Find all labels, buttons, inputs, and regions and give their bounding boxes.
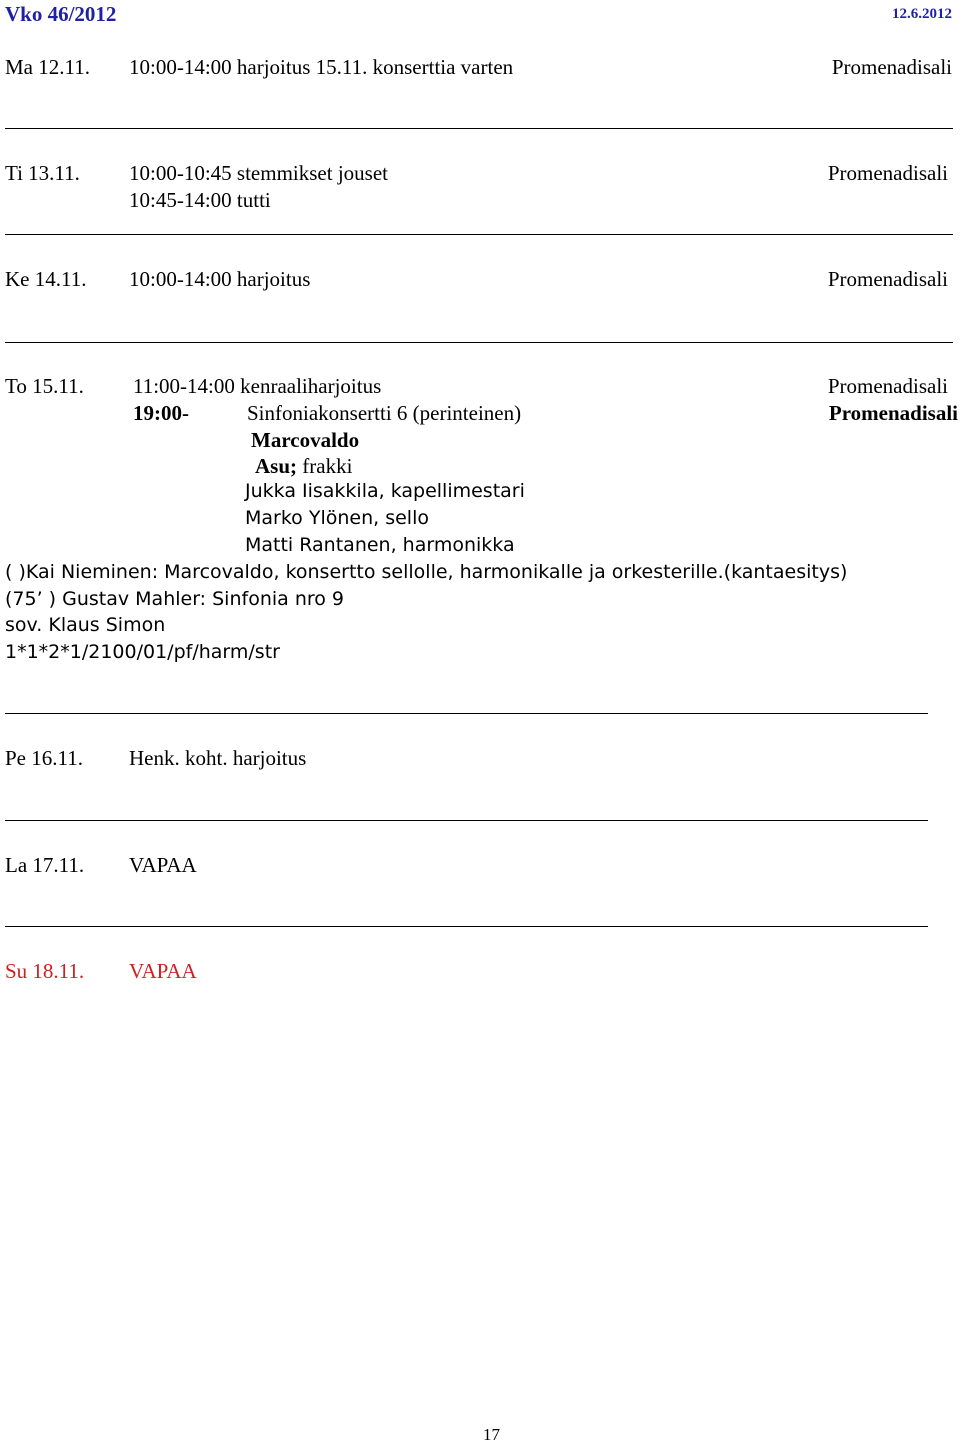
orchestration: 1*1*2*1/2100/01/pf/harm/str — [5, 641, 280, 663]
day-label-monday: Ma 12.11. — [5, 55, 90, 79]
concert-title: Sinfoniakonsertti 6 (perinteinen) — [247, 401, 522, 425]
wednesday-schedule: 10:00-14:00 harjoitus — [129, 267, 311, 291]
saturday-schedule: VAPAA — [129, 853, 197, 877]
day-label-friday: Pe 16.11. — [5, 746, 83, 770]
friday-schedule: Henk. koht. harjoitus — [129, 746, 307, 770]
week-title: Vko 46/2012 — [5, 2, 117, 26]
day-label-wednesday: Ke 14.11. — [5, 267, 87, 291]
sunday-schedule: VAPAA — [129, 959, 197, 983]
concert-name: Marcovaldo — [251, 428, 360, 452]
program-item: (75’ ) Gustav Mahler: Sinfonia nro 9 — [5, 588, 345, 610]
performer-cello: Marko Ylönen, sello — [245, 507, 429, 529]
tuesday-venue: Promenadisali — [827, 161, 948, 185]
dress-value: frakki — [302, 454, 353, 478]
day-label-saturday: La 17.11. — [5, 853, 85, 877]
dress-code — [255, 456, 352, 477]
program-item: sov. Klaus Simon — [5, 614, 166, 636]
day-label-thursday: To 15.11. — [5, 374, 84, 398]
performer-accordion: Matti Rantanen, harmonikka — [245, 534, 515, 556]
day-label-sunday: Su 18.11. — [5, 959, 85, 983]
thursday-venue: Promenadisali — [827, 374, 948, 398]
program-item: ( )Kai Nieminen: Marcovaldo, konsertto sellolle, harmonikalle ja orkesterille.(kantaesitys) — [5, 561, 848, 583]
divider — [5, 234, 953, 235]
document-date: 12.6.2012 — [892, 6, 952, 22]
concert-time: 19:00- — [133, 401, 189, 425]
tuesday-schedule-1: 10:00-10:45 stemmikset jouset — [129, 161, 388, 185]
day-label-tuesday: Ti 13.11. — [5, 161, 80, 185]
divider — [5, 820, 928, 821]
monday-schedule: 10:00-14:00 harjoitus 15.11. konserttia varten — [129, 55, 514, 79]
concert-venue: Promenadisali — [828, 401, 958, 425]
divider — [5, 926, 928, 927]
wednesday-venue: Promenadisali — [827, 267, 948, 291]
monday-venue: Promenadisali — [831, 55, 952, 79]
dress-label: Asu; — [255, 454, 298, 478]
divider — [5, 713, 928, 714]
divider — [5, 342, 953, 343]
page-number: 17 — [483, 1425, 500, 1444]
tuesday-schedule-2: 10:45-14:00 tutti — [129, 188, 271, 212]
performer-conductor: Jukka Iisakkila, kapellimestari — [245, 480, 525, 502]
divider — [5, 128, 953, 129]
thursday-schedule: 11:00-14:00 kenraaliharjoitus — [133, 374, 382, 398]
